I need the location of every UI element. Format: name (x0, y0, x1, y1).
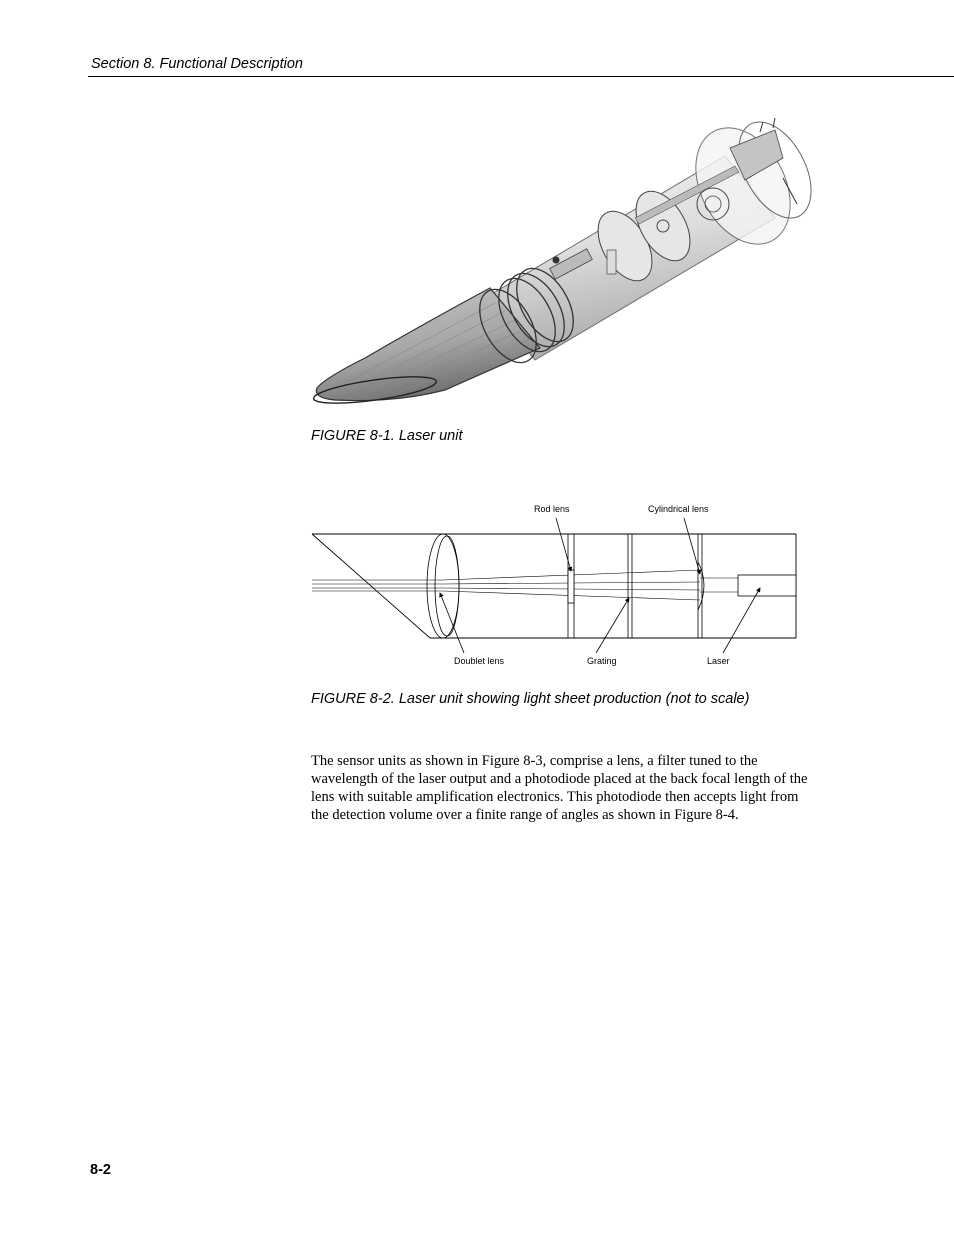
grating-shape (628, 534, 632, 638)
grating-label: Grating (587, 656, 617, 666)
body-paragraph: The sensor units as shown in Figure 8-3, comprise a lens, a filter tuned to the wavelength of the laser output and a photodiode placed at the back focal length of the lens with suitable amplification electronics. This photodiode then accepts light from the detection volume over a finite range of angles as shown in Figure 8-4. (311, 752, 808, 824)
laser-unit-illustration (305, 108, 815, 413)
rod-lens-shape (568, 534, 574, 638)
beam-lines (312, 570, 738, 600)
page-number: 8-2 (90, 1162, 111, 1178)
laser-label: Laser (707, 656, 730, 666)
rod-lens-label: Rod lens (534, 504, 570, 514)
figure-1-caption: FIGURE 8-1. Laser unit (311, 428, 463, 444)
housing-outline (312, 534, 796, 638)
light-sheet-diagram (300, 498, 810, 673)
header-rule (88, 76, 954, 77)
figure-2-caption: FIGURE 8-2. Laser unit showing light sheet production (not to scale) (311, 691, 750, 707)
cylindrical-lens-shape (698, 534, 704, 638)
cylindrical-lens-label: Cylindrical lens (648, 504, 709, 514)
section-header: Section 8. Functional Description (91, 56, 303, 72)
doublet-lens-label: Doublet lens (454, 656, 505, 666)
laser-box (738, 575, 796, 596)
doublet-lens-shape (427, 534, 459, 638)
